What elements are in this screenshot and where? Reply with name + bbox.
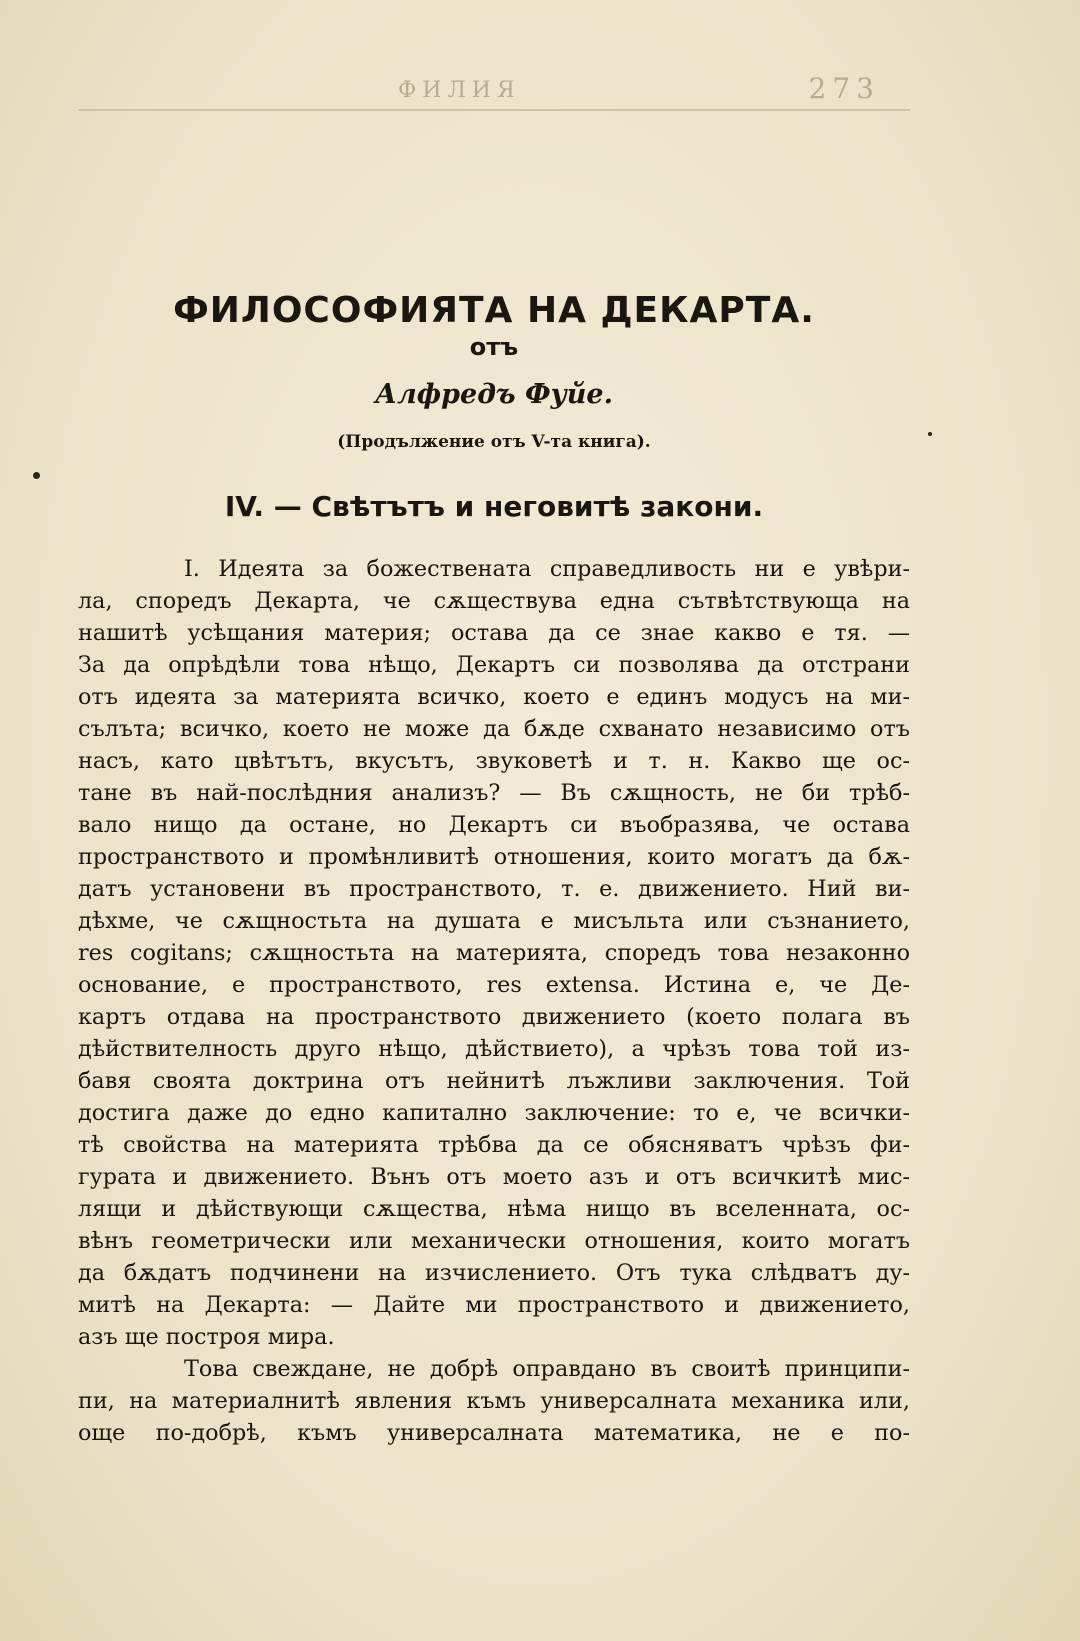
text-line: основание, е пространството, res extensa. Истина е, че Де-	[78, 972, 910, 998]
text-line: митѣ на Декарта: — Дайте ми пространството и движението,	[78, 1292, 910, 1318]
text-line: насъ, като цвѣтътъ, вкусътъ, звуковетѣ и т. н. Какво ще ос-	[78, 748, 910, 774]
page-number: 273	[808, 72, 880, 105]
text-line: ла, споредъ Декарта, че сѫществува една сътвѣтствующа на	[78, 588, 910, 614]
text-line: достига даже до едно капитално заключение: то е, че всички-	[78, 1100, 910, 1126]
text-line: пространството и промѣнливитѣ отношения, които могатъ да бѫ-	[78, 844, 910, 870]
text-line: нашитѣ усѣщания материя; остава да се знае какво е тя. —	[78, 620, 910, 646]
running-header	[78, 72, 910, 111]
article-title: ФИЛОСОФИЯТА НА ДЕКАРТА.	[173, 290, 815, 331]
section-heading: IV. — Свѣтътъ и неговитѣ закони.	[224, 490, 764, 523]
ink-speck	[928, 432, 932, 436]
text-line: лящи и дѣйствующи сѫщества, нѣма нищо въ вселенната, ос-	[78, 1196, 910, 1222]
continuation-note: (Продължение отъ V-та книга).	[337, 432, 651, 452]
text-line: бавя своята доктрина отъ нейнитѣ лъжливи заключения. Той	[78, 1068, 910, 1094]
text-line: сълъта; всичко, което не може да бѫде схванато независимо отъ	[78, 716, 910, 742]
byline-word: отъ	[469, 333, 519, 361]
text-line: пи, на материалнитѣ явления къмъ универсалната механика или,	[78, 1388, 910, 1414]
text-line: вѣнъ геометрически или механически отношения, които могатъ	[78, 1228, 910, 1254]
text-line: датъ установени въ пространството, т. е. движението. Ний ви-	[78, 876, 910, 902]
ink-speck	[33, 472, 40, 479]
text-line: картъ отдава на пространството движението (което полага въ	[78, 1004, 910, 1030]
running-head-text: ФИЛИЯ	[398, 78, 521, 103]
text-line: вало нищо да остане, но Декартъ си въобразява, че остава	[78, 812, 910, 838]
text-line: азъ ще построя мира.	[78, 1324, 335, 1350]
text-line: да бѫдатъ подчинени на изчислението. Отъ тука слѣдватъ ду-	[78, 1260, 910, 1286]
text-line: тане въ най-послѣдния анализъ? — Въ сѫщность, не би трѣб-	[78, 780, 910, 806]
text-line: Това свеждане, не добрѣ оправдано въ своитѣ принципи-	[184, 1356, 910, 1382]
author-name: Алфредъ Фуйе.	[375, 379, 613, 410]
text-line: дѣйствителность друго нѣщо, дѣйствието), а чрѣзъ това той из-	[78, 1036, 910, 1062]
text-line: още по-добрѣ, къмъ универсалната математика, не е по-	[78, 1420, 910, 1446]
article	[78, 290, 910, 1449]
body-text	[78, 553, 910, 1449]
text-line: отъ идеята за материята всичко, което е единъ модусъ на ми-	[78, 684, 910, 710]
text-line: дѣхме, че сѫщностьта на душата е мисъльта или съзнанието,	[78, 908, 910, 934]
text-line: I. Идеята за божествената справедливость ни е увѣри-	[184, 556, 910, 582]
text-line: За да опрѣдѣли това нѣщо, Декартъ си позволява да отстрани	[78, 652, 910, 678]
text-line: тѣ свойства на материята трѣбва да се обясняватъ чрѣзъ фи-	[78, 1132, 910, 1158]
text-line: гурата и движението. Вънъ отъ моето азъ и отъ всичкитѣ мис-	[78, 1164, 910, 1190]
text-line: res cogitans; сѫщностьта на материята, споредъ това незаконно	[78, 940, 910, 966]
